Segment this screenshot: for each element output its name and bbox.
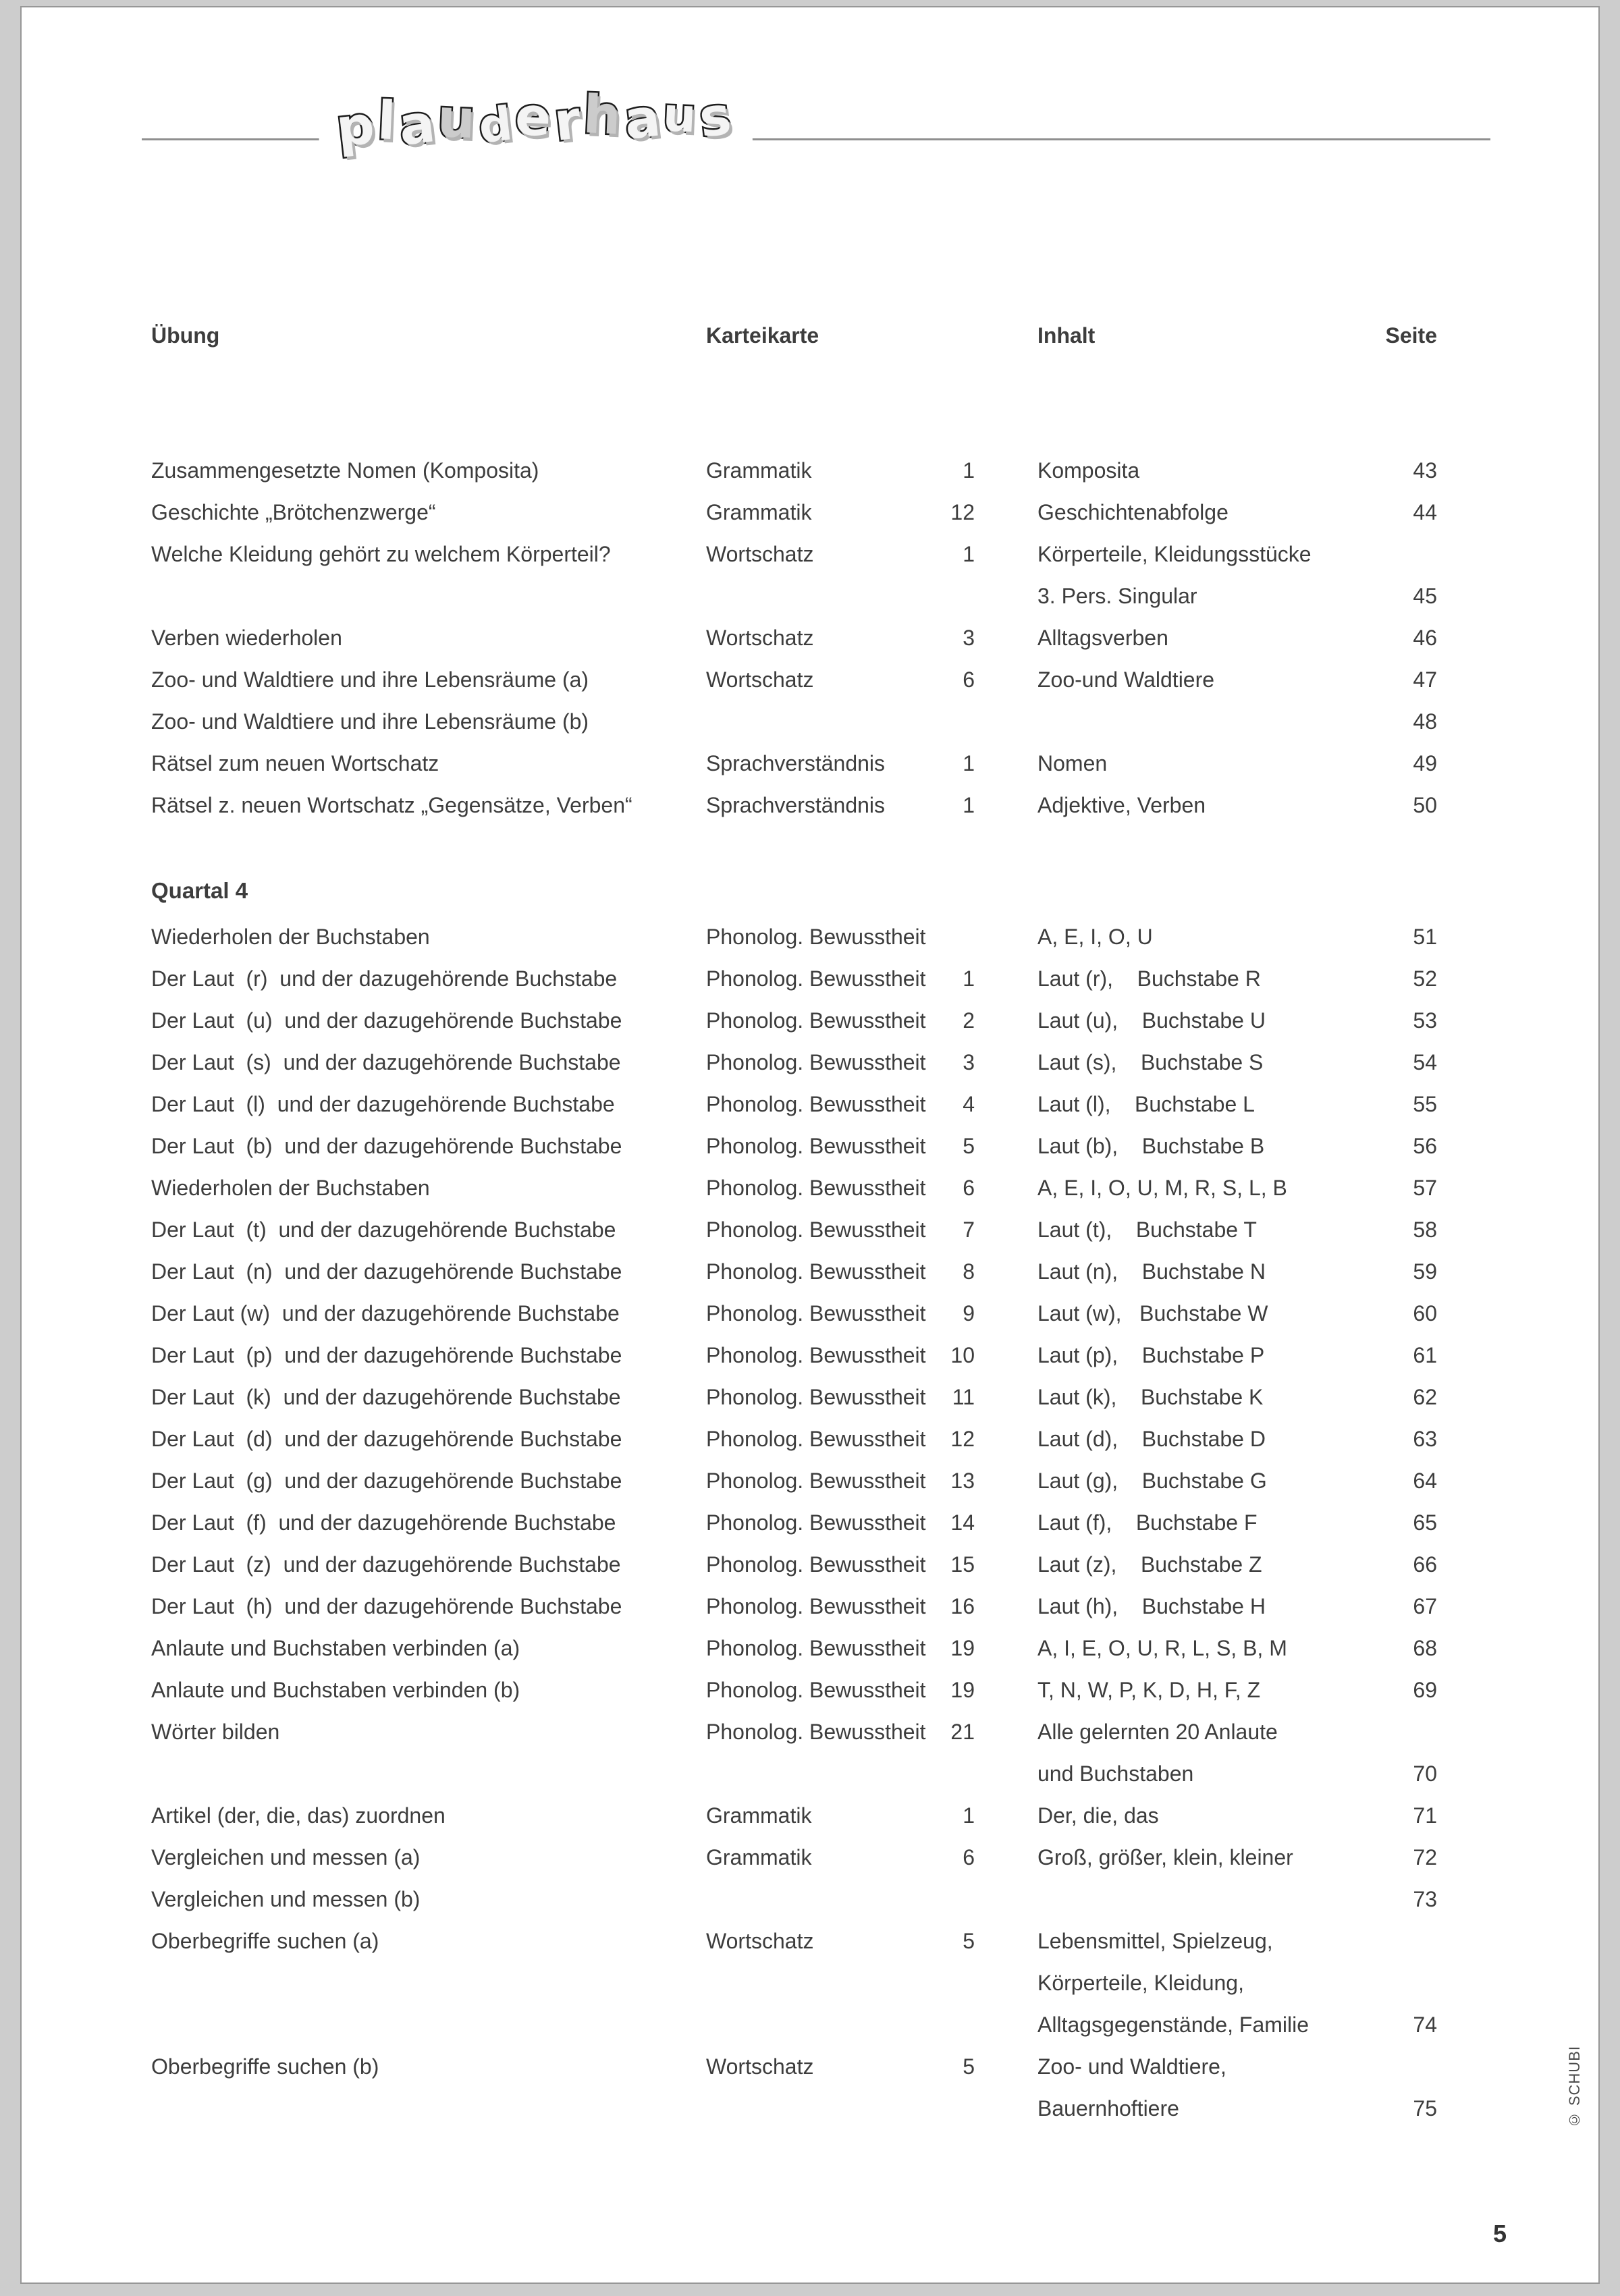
cell-inhalt: Nomen xyxy=(1037,750,1108,775)
cell-inhalt: Körperteile, Kleidung, xyxy=(1037,1970,1244,1995)
cell-inhalt: Laut (z), Buchstabe Z xyxy=(1037,1552,1262,1577)
cell-uebung: Wiederholen der Buchstaben xyxy=(151,1175,430,1200)
table-row xyxy=(151,1585,1437,1627)
cell-karteikarte: Wortschatz xyxy=(706,667,814,692)
cell-seite: 68 xyxy=(1413,1635,1437,1660)
cell-karteikarte: Phonolog. Bewusstheit xyxy=(706,1510,926,1535)
cell-inhalt: Laut (r), Buchstabe R xyxy=(1037,966,1261,991)
cell-uebung: Vergleichen und messen (a) xyxy=(151,1844,421,1869)
cell-card-number: 13 xyxy=(950,1468,975,1493)
table-row xyxy=(151,958,1437,1000)
cell-inhalt: Laut (b), Buchstabe B xyxy=(1037,1133,1265,1158)
table-row xyxy=(151,1334,1437,1376)
cell-seite: 65 xyxy=(1413,1510,1437,1535)
cell-inhalt: Alle gelernten 20 Anlaute xyxy=(1037,1719,1278,1744)
cell-uebung: Der Laut (h) und der dazugehörende Buchstabe xyxy=(151,1593,622,1618)
cell-seite: 64 xyxy=(1413,1468,1437,1493)
cell-uebung: Der Laut (s) und der dazugehörende Buchstabe xyxy=(151,1049,621,1074)
cell-karteikarte: Phonolog. Bewusstheit xyxy=(706,1259,926,1284)
cell-uebung: Der Laut (z) und der dazugehörende Buchstabe xyxy=(151,1552,621,1577)
cell-seite: 61 xyxy=(1413,1342,1437,1367)
table-row xyxy=(151,1753,1437,1795)
cell-uebung: Oberbegriffe suchen (b) xyxy=(151,2054,379,2079)
table-row xyxy=(151,1125,1437,1167)
cell-karteikarte: Phonolog. Bewusstheit xyxy=(706,1677,926,1702)
table-row xyxy=(151,575,1437,617)
cell-karteikarte: Phonolog. Bewusstheit xyxy=(706,1468,926,1493)
table-row xyxy=(151,1795,1437,1836)
cell-inhalt: Laut (n), Buchstabe N xyxy=(1037,1259,1266,1284)
cell-seite: 62 xyxy=(1413,1384,1437,1409)
cell-seite: 43 xyxy=(1413,458,1437,483)
cell-uebung: Der Laut (t) und der dazugehörende Buchstabe xyxy=(151,1217,616,1242)
cell-card-number: 9 xyxy=(963,1301,975,1325)
cell-card-number: 4 xyxy=(963,1091,975,1116)
cell-card-number: 16 xyxy=(950,1593,975,1618)
cell-inhalt: A, I, E, O, U, R, L, S, B, M xyxy=(1037,1635,1287,1660)
cell-card-number: 5 xyxy=(963,1133,975,1158)
cell-uebung: Zusammengesetzte Nomen (Komposita) xyxy=(151,458,539,483)
cell-uebung: Der Laut (f) und der dazugehörende Buchstabe xyxy=(151,1510,616,1535)
table-row xyxy=(151,449,1437,491)
cell-karteikarte: Wortschatz xyxy=(706,541,814,566)
cell-seite: 52 xyxy=(1413,966,1437,991)
table-row xyxy=(151,1920,1437,1962)
cell-karteikarte: Wortschatz xyxy=(706,625,814,650)
table-section-1 xyxy=(151,449,1437,826)
column-header-karteikarte: Karteikarte xyxy=(706,323,819,348)
cell-inhalt: und Buchstaben xyxy=(1037,1761,1194,1786)
cell-seite: 60 xyxy=(1413,1301,1437,1325)
cell-uebung: Der Laut (u) und der dazugehörende Buchstabe xyxy=(151,1008,622,1033)
cell-karteikarte: Grammatik xyxy=(706,1803,812,1828)
cell-uebung: Der Laut (k) und der dazugehörende Buchstabe xyxy=(151,1384,621,1409)
cell-inhalt: Laut (h), Buchstabe H xyxy=(1037,1593,1266,1618)
cell-seite: 47 xyxy=(1413,667,1437,692)
cell-uebung: Welche Kleidung gehört zu welchem Körperteil? xyxy=(151,541,611,566)
cell-karteikarte: Phonolog. Bewusstheit xyxy=(706,1008,926,1033)
section-heading-quartal-4: Quartal 4 xyxy=(151,878,248,903)
cell-seite: 66 xyxy=(1413,1552,1437,1577)
cell-uebung: Der Laut (d) und der dazugehörende Buchstabe xyxy=(151,1426,622,1451)
cell-card-number: 5 xyxy=(963,1928,975,1953)
cell-karteikarte: Sprachverständnis xyxy=(706,792,886,817)
cell-uebung: Der Laut (l) und der dazugehörende Buchstabe xyxy=(151,1091,615,1116)
table-row xyxy=(151,1711,1437,1753)
cell-karteikarte: Phonolog. Bewusstheit xyxy=(706,1426,926,1451)
cell-card-number: 1 xyxy=(963,458,975,483)
cell-card-number: 1 xyxy=(963,750,975,775)
cell-uebung: Der Laut (b) und der dazugehörende Buchstabe xyxy=(151,1133,622,1158)
cell-seite: 56 xyxy=(1413,1133,1437,1158)
table-row xyxy=(151,1041,1437,1083)
cell-karteikarte: Phonolog. Bewusstheit xyxy=(706,1384,926,1409)
cell-inhalt: Laut (l), Buchstabe L xyxy=(1037,1091,1255,1116)
cell-karteikarte: Phonolog. Bewusstheit xyxy=(706,1049,926,1074)
cell-uebung: Anlaute und Buchstaben verbinden (a) xyxy=(151,1635,520,1660)
cell-seite: 46 xyxy=(1413,625,1437,650)
page-number: 5 xyxy=(1492,2220,1507,2247)
cell-uebung: Vergleichen und messen (b) xyxy=(151,1886,421,1911)
cell-karteikarte: Grammatik xyxy=(706,499,812,524)
cell-karteikarte: Phonolog. Bewusstheit xyxy=(706,1593,926,1618)
cell-card-number: 15 xyxy=(950,1552,975,1577)
cell-uebung: Der Laut (g) und der dazugehörende Buchstabe xyxy=(151,1468,622,1493)
column-header-uebung: Übung xyxy=(151,323,220,348)
cell-seite: 50 xyxy=(1413,792,1437,817)
cell-seite: 55 xyxy=(1413,1091,1437,1116)
cell-card-number: 5 xyxy=(963,2054,975,2079)
cell-uebung: Verben wiederholen xyxy=(151,625,342,650)
table-row xyxy=(151,1083,1437,1125)
cell-card-number: 1 xyxy=(963,541,975,566)
cell-karteikarte: Phonolog. Bewusstheit xyxy=(706,1091,926,1116)
cell-seite: 75 xyxy=(1413,2096,1437,2121)
cell-seite: 70 xyxy=(1413,1761,1437,1786)
cell-inhalt: Zoo- und Waldtiere, xyxy=(1037,2054,1226,2079)
cell-inhalt: Geschichtenabfolge xyxy=(1037,499,1228,524)
logo-plauderhaus: plauderhaus xyxy=(318,84,753,157)
cell-inhalt: Laut (u), Buchstabe U xyxy=(1037,1008,1266,1033)
cell-inhalt: Laut (d), Buchstabe D xyxy=(1037,1426,1266,1451)
cell-uebung: Der Laut (r) und der dazugehörende Buchstabe xyxy=(151,966,618,991)
cell-karteikarte: Phonolog. Bewusstheit xyxy=(706,1217,926,1242)
cell-card-number: 21 xyxy=(950,1719,975,1744)
table-row xyxy=(151,1292,1437,1334)
cell-seite: 53 xyxy=(1413,1008,1437,1033)
cell-karteikarte: Grammatik xyxy=(706,458,812,483)
cell-karteikarte: Phonolog. Bewusstheit xyxy=(706,1719,926,1744)
table-row xyxy=(151,2087,1437,2129)
table-section-quartal-4 xyxy=(151,916,1437,2129)
cell-seite: 57 xyxy=(1413,1175,1437,1200)
table-row xyxy=(151,1502,1437,1543)
table-row xyxy=(151,1627,1437,1669)
cell-inhalt: 3. Pers. Singular xyxy=(1037,583,1197,608)
table-row xyxy=(151,1418,1437,1460)
cell-inhalt: Bauernhoftiere xyxy=(1037,2096,1179,2121)
cell-uebung: Der Laut (p) und der dazugehörende Buchstabe xyxy=(151,1342,622,1367)
cell-uebung: Geschichte „Brötchenzwerge“ xyxy=(151,499,436,524)
table-row xyxy=(151,491,1437,533)
table-row xyxy=(151,1669,1437,1711)
table-row xyxy=(151,1543,1437,1585)
cell-card-number: 11 xyxy=(952,1384,975,1409)
cell-card-number: 6 xyxy=(963,667,975,692)
cell-card-number: 1 xyxy=(963,966,975,991)
cell-karteikarte: Phonolog. Bewusstheit xyxy=(706,1175,926,1200)
cell-karteikarte: Phonolog. Bewusstheit xyxy=(706,924,926,949)
cell-karteikarte: Phonolog. Bewusstheit xyxy=(706,1552,926,1577)
cell-karteikarte: Grammatik xyxy=(706,1844,812,1869)
cell-inhalt: Laut (t), Buchstabe T xyxy=(1037,1217,1257,1242)
cell-card-number: 3 xyxy=(963,1049,975,1074)
cell-card-number: 3 xyxy=(963,625,975,650)
cell-inhalt: A, E, I, O, U xyxy=(1037,924,1153,949)
cell-seite: 74 xyxy=(1413,2012,1437,2037)
cell-card-number: 7 xyxy=(963,1217,975,1242)
cell-card-number: 2 xyxy=(963,1008,975,1033)
cell-uebung: Anlaute und Buchstaben verbinden (b) xyxy=(151,1677,520,1702)
cell-seite: 58 xyxy=(1413,1217,1437,1242)
cell-karteikarte: Phonolog. Bewusstheit xyxy=(706,1342,926,1367)
cell-seite: 71 xyxy=(1413,1803,1437,1828)
cell-seite: 51 xyxy=(1413,924,1437,949)
cell-card-number: 14 xyxy=(950,1510,975,1535)
cell-seite: 48 xyxy=(1413,709,1437,734)
cell-uebung: Zoo- und Waldtiere und ihre Lebensräume (a) xyxy=(151,667,589,692)
cell-karteikarte: Wortschatz xyxy=(706,1928,814,1953)
table-row xyxy=(151,1167,1437,1209)
cell-karteikarte: Sprachverständnis xyxy=(706,750,886,775)
table-row xyxy=(151,533,1437,575)
cell-uebung: Wörter bilden xyxy=(151,1719,280,1744)
cell-seite: 67 xyxy=(1413,1593,1437,1618)
cell-inhalt: Laut (f), Buchstabe F xyxy=(1037,1510,1258,1535)
cell-inhalt: Laut (s), Buchstabe S xyxy=(1037,1049,1264,1074)
cell-card-number: 10 xyxy=(950,1342,975,1367)
cell-karteikarte: Wortschatz xyxy=(706,2054,814,2079)
cell-karteikarte: Phonolog. Bewusstheit xyxy=(706,1301,926,1325)
cell-inhalt: Laut (p), Buchstabe P xyxy=(1037,1342,1265,1367)
cell-uebung: Der Laut (n) und der dazugehörende Buchstabe xyxy=(151,1259,622,1284)
cell-inhalt: Der, die, das xyxy=(1037,1803,1159,1828)
cell-uebung: Rätsel z. neuen Wortschatz „Gegensätze, Verben“ xyxy=(151,792,632,817)
cell-card-number: 6 xyxy=(963,1844,975,1869)
cell-card-number: 12 xyxy=(950,499,975,524)
cell-karteikarte: Phonolog. Bewusstheit xyxy=(706,966,926,991)
cell-card-number: 12 xyxy=(950,1426,975,1451)
cell-uebung: Oberbegriffe suchen (a) xyxy=(151,1928,379,1953)
cell-card-number: 1 xyxy=(963,1803,975,1828)
cell-inhalt: Alltagsverben xyxy=(1037,625,1168,650)
table-row xyxy=(151,1878,1437,1920)
cell-seite: 44 xyxy=(1413,499,1437,524)
cell-seite: 45 xyxy=(1413,583,1437,608)
cell-card-number: 8 xyxy=(963,1259,975,1284)
table-row xyxy=(151,1251,1437,1292)
copyright-vertical-text: © SCHUBI xyxy=(1566,2046,1583,2129)
table-row xyxy=(151,701,1437,742)
cell-uebung: Rätsel zum neuen Wortschatz xyxy=(151,750,439,775)
column-header-seite: Seite xyxy=(1385,323,1437,348)
table-row xyxy=(151,1000,1437,1041)
cell-card-number: 19 xyxy=(950,1635,975,1660)
table-row xyxy=(151,1209,1437,1251)
table-row xyxy=(151,2004,1437,2046)
table-row xyxy=(151,1376,1437,1418)
table-row xyxy=(151,659,1437,701)
cell-card-number: 1 xyxy=(963,792,975,817)
cell-inhalt: Adjektive, Verben xyxy=(1037,792,1206,817)
table-row xyxy=(151,916,1437,958)
cell-card-number: 6 xyxy=(963,1175,975,1200)
cell-karteikarte: Phonolog. Bewusstheit xyxy=(706,1133,926,1158)
table-row xyxy=(151,617,1437,659)
table-row xyxy=(151,2046,1437,2087)
cell-inhalt: Komposita xyxy=(1037,458,1140,483)
table-header-row xyxy=(151,315,1437,356)
cell-uebung: Der Laut (w) und der dazugehörende Buchstabe xyxy=(151,1301,620,1325)
cell-inhalt: Laut (g), Buchstabe G xyxy=(1037,1468,1267,1493)
cell-karteikarte: Phonolog. Bewusstheit xyxy=(706,1635,926,1660)
cell-seite: 54 xyxy=(1413,1049,1437,1074)
cell-inhalt: Alltagsgegenstände, Familie xyxy=(1037,2012,1310,2037)
cell-inhalt: A, E, I, O, U, M, R, S, L, B xyxy=(1037,1175,1287,1200)
table-row xyxy=(151,742,1437,784)
column-header-inhalt: Inhalt xyxy=(1037,323,1096,348)
cell-seite: 72 xyxy=(1413,1844,1437,1869)
table-row xyxy=(151,784,1437,826)
cell-seite: 59 xyxy=(1413,1259,1437,1284)
cell-seite: 69 xyxy=(1413,1677,1437,1702)
cell-inhalt: Groß, größer, klein, kleiner xyxy=(1037,1844,1293,1869)
cell-card-number: 19 xyxy=(950,1677,975,1702)
cell-inhalt: Körperteile, Kleidungsstücke xyxy=(1037,541,1312,566)
cell-uebung: Wiederholen der Buchstaben xyxy=(151,924,430,949)
document-page xyxy=(20,6,1600,2284)
table-row xyxy=(151,1836,1437,1878)
cell-inhalt: Laut (k), Buchstabe K xyxy=(1037,1384,1264,1409)
cell-uebung: Artikel (der, die, das) zuordnen xyxy=(151,1803,446,1828)
cell-inhalt: T, N, W, P, K, D, H, F, Z xyxy=(1037,1677,1261,1702)
cell-inhalt: Lebensmittel, Spielzeug, xyxy=(1037,1928,1273,1953)
cell-seite: 73 xyxy=(1413,1886,1437,1911)
cell-seite: 49 xyxy=(1413,750,1437,775)
cell-inhalt: Zoo-und Waldtiere xyxy=(1037,667,1215,692)
cell-inhalt: Laut (w), Buchstabe W xyxy=(1037,1301,1268,1325)
cell-uebung: Zoo- und Waldtiere und ihre Lebensräume (b) xyxy=(151,709,589,734)
cell-seite: 63 xyxy=(1413,1426,1437,1451)
table-row xyxy=(151,1460,1437,1502)
table-row xyxy=(151,1962,1437,2004)
